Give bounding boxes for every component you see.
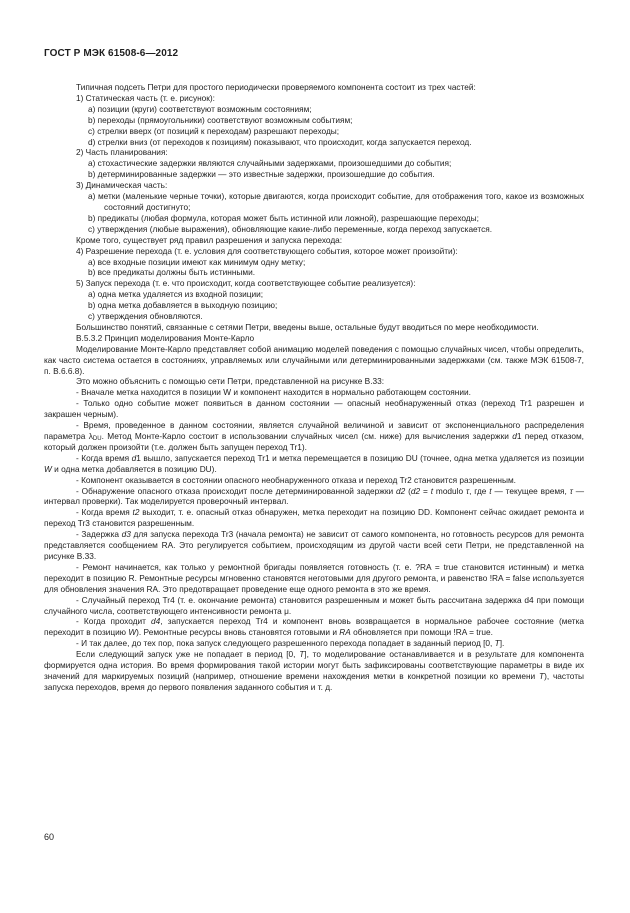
list-item: 4) Разрешение перехода (т. е. условия для соответствующего события, которое может произойти): (76, 245, 458, 256)
paragraph: Кроме того, существует ряд правил разрешения и запуска перехода: (76, 234, 343, 245)
dash-item: - Обнаружение опасного отказа происходит после детерминированной задержки d2 (d2 = t modulo τ, где t — текущее время, τ — интервал проверки). Так моделируется проверочный интервал. (44, 485, 584, 507)
paragraph: Типичная подсеть Петри для простого периодически проверяемого компонента состоит из трех частей: (76, 82, 476, 92)
dash-item: - Только одно событие может появиться в данном состоянии — опасный необнаруженный отказ (переход Tr1 разрешен и закрашен черным). (44, 398, 584, 420)
dash-item: - Когда проходит d4, запускается переход Tr4 и компонент вновь возвращается в нормальное рабочее состояние (метка переходит в позицию W). Ремонтные ресурсы вновь становятся готовыми и RA обновляется при помощи !RA = true. (44, 616, 584, 638)
dash-item: - Ремонт начинается, как только у ремонтной бригады появляется готовность (т. е. ?RA = true становится истинным) и метка переходит в позицию R. Ремонтные ресурсы мгновенно становятся неготовыми для другого ремонта, и равенство !RA = false используется для обновления значения RA. Это предотвращает проведение еще одного ремонта в это же время. (44, 561, 584, 594)
list-item: 1) Статическая часть (т. е. рисунок): (76, 92, 215, 103)
list-item: c) стрелки вверх (от позиций к переходам) разрешают переходы; (88, 125, 340, 136)
paragraph: Если следующий запуск уже не попадает в период [0, T], то моделирование останавливается и в результате для компонента формируется одна история. Во время формирования такой истории могут быть зафиксированы соответствующие параметры в виде их значений для маркируемых позиций (например, отношение времени нахождения метки в конкретной позиции ко времени T), частоты запуска переходов, время до первого появления заданного события и т. д. (44, 649, 584, 692)
list-item: a) все входные позиции имеют как минимум одну метку; (88, 256, 306, 267)
list-item: a) метки (маленькие черные точки), которые двигаются, когда происходит событие, для отображения того, какое из возможных состояний достигнуто; (88, 191, 584, 212)
list-item: a) одна метка удаляется из входной позиции; (88, 289, 264, 300)
list-item: 3) Динамическая часть: (76, 180, 168, 191)
dash-item: - Когда время t2 выходит, т. е. опасный отказ обнаружен, метка переходит на позицию DD. Компонент сейчас ожидает ремонта и переход Tr3 становится разрешенным. (44, 507, 584, 529)
list-item: c) утверждения (любые выражения), обновляющие какие-либо переменные, когда переход запускается. (88, 223, 493, 234)
dash-item: - Случайный переход Tr4 (т. е. окончание ремонта) становится разрешенным и может быть рассчитана задержка d4 при помощи случайного числа, соответствующего интенсивности ремонта μ. (44, 594, 584, 616)
list-item: b) переходы (прямоугольники) соответствуют возможным событиям; (88, 114, 353, 125)
list-item: b) одна метка добавляется в выходную позицию; (88, 300, 278, 311)
paragraph: Моделирование Монте-Карло представляет собой анимацию моделей поведения с помощью случайных чисел, чтобы определить, как часто система остается в состояниях, управляемых или случайными или детерминированными задержками (см. также МЭК 61508-7, п. B.6.6.8). (44, 343, 584, 376)
dash-item: - Задержка d3 для запуска перехода Tr3 (начала ремонта) не зависит от самого компонента, но готовность ресурсов для ремонта представляется сообщением RA. Это регулируется событием, происходящим из другой части всей сети Петри, не представленной на рисунке B.33. (44, 529, 584, 561)
paragraph: Большинство понятий, связанные с сетями Петри, введены выше, остальные будут вводиться по мере необходимости. (76, 321, 539, 332)
list-item: b) детерминированные задержки — это известные задержки, произошедшие до события. (88, 169, 435, 180)
page-body (44, 82, 584, 693)
dash-item: - Когда время d1 вышло, запускается переход Tr1 и метка перемещается в позицию DU (точнее, одна метка удаляется из позиции W и одна метка добавляется в позицию DU). (44, 452, 584, 474)
paragraph: Это можно объяснить с помощью сети Петри, представленной на рисунке B.33: (76, 376, 385, 387)
list-item: c) утверждения обновляются. (88, 311, 203, 322)
list-item: 5) Запуск перехода (т. е. что происходит, когда соответствующее событие реализуется): (76, 278, 416, 289)
dash-item: - И так далее, до тех пор, пока запуск следующего разрешенного перехода попадает в заданный период [0, T]. (76, 638, 505, 649)
page-number: 60 (44, 832, 55, 842)
list-item: d) стрелки вниз (от переходов к позициям) показывают, что происходит, когда запускается переход. (88, 136, 472, 147)
dash-item: - Компонент оказывается в состоянии опасного необнаруженного отказа и переход Tr2 становится разрешенным. (76, 474, 516, 485)
section-heading: B.5.3.2 Принцип моделирования Монте-Карло (76, 332, 255, 343)
list-item: b) все предикаты должны быть истинными. (88, 267, 256, 278)
document-header: ГОСТ Р МЭК 61508-6—2012 (44, 48, 179, 59)
dash-item: - Вначале метка находится в позиции W и компонент находится в нормально работающем состоянии. (76, 387, 471, 398)
list-item: b) предикаты (любая формула, которая может быть истинной или ложной), разрешающие переходы; (88, 212, 479, 223)
dash-item: - Время, проведенное в данном состоянии, является случайной величиной и зависит от экспоненциального распределения параметра $\lambda_{DU}$. Метод Монте-Карло состоит в использовании случайных чисел (см. ниже) для вычисления задержки d1 перед отказом, который должен произойти (т.е. должен быть запущен переход Tr1). (44, 420, 584, 452)
list-item: a) стохастические задержки являются случайными задержками, произошедшими до события; (88, 158, 452, 169)
list-item: 2) Часть планирования: (76, 147, 168, 158)
lambda-symbol: λ (88, 431, 93, 441)
list-item: a) позиции (круги) соответствуют возможным состояниям; (88, 103, 312, 114)
